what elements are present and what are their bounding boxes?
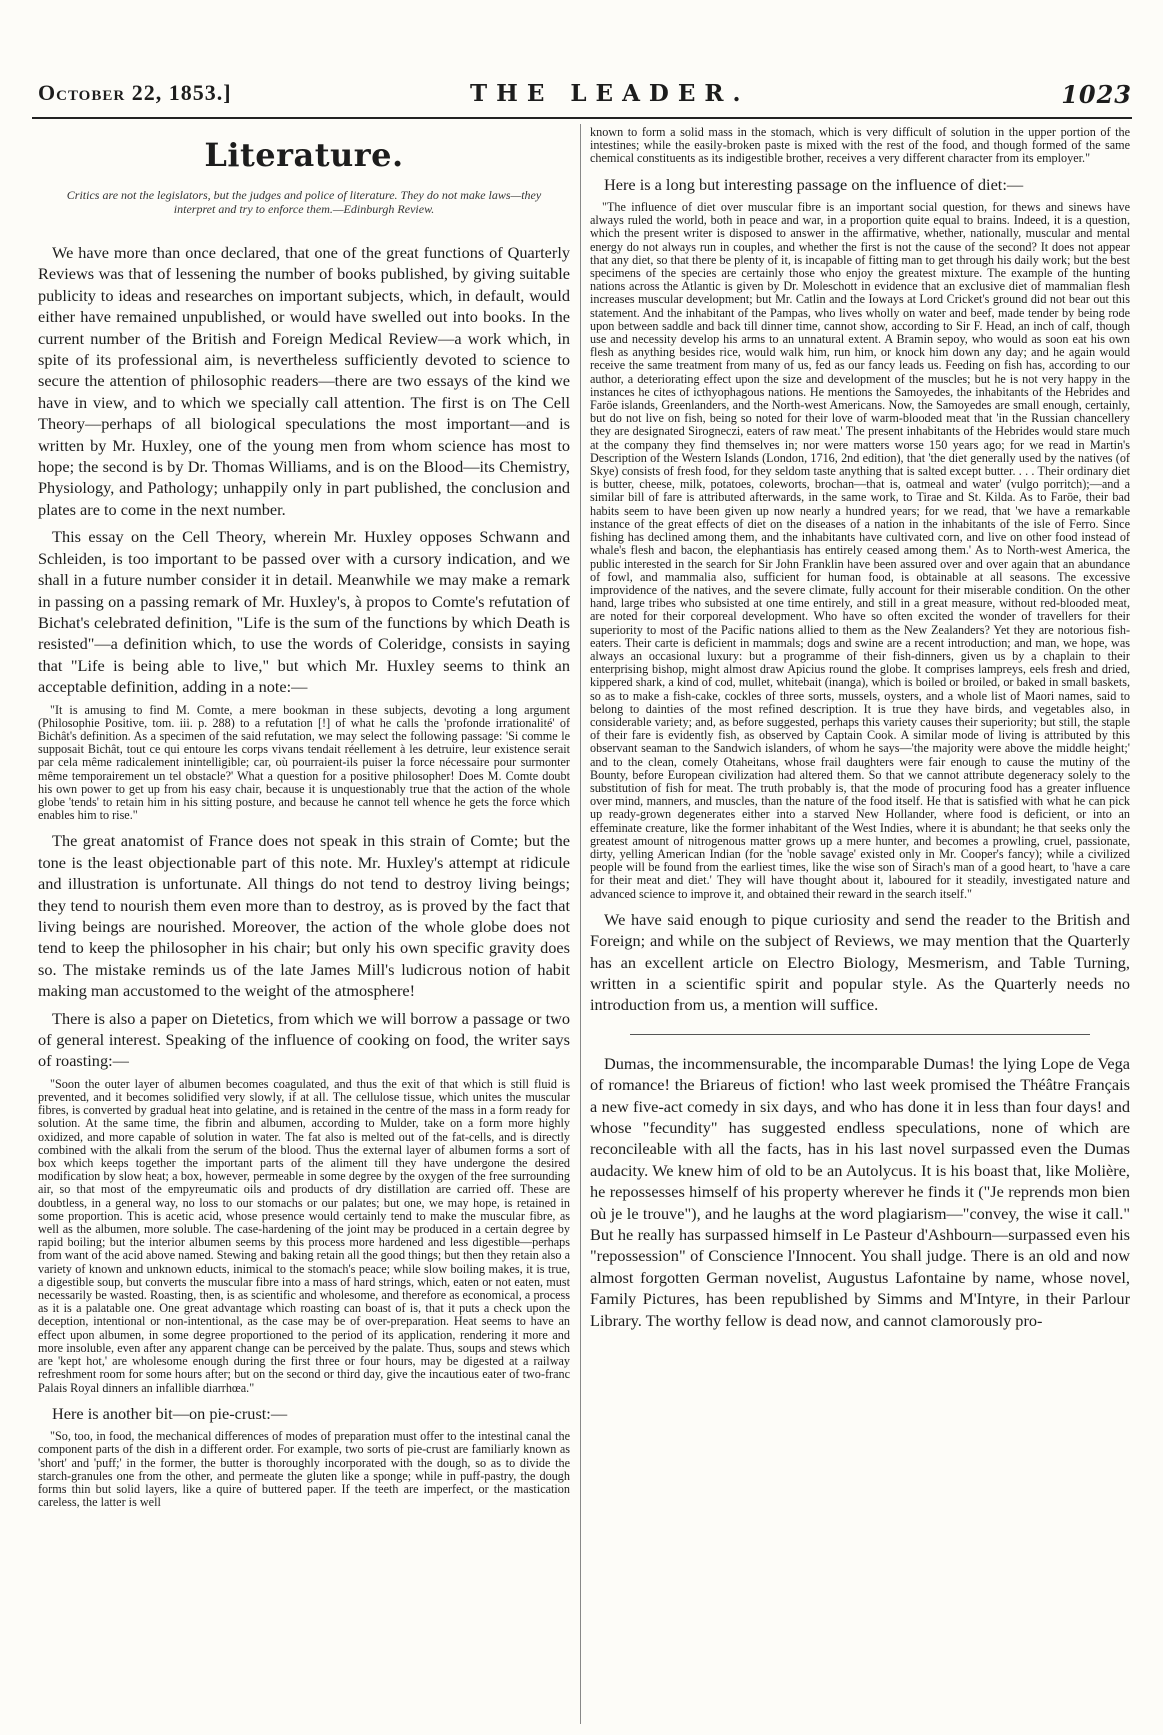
- block-quote: "Soon the outer layer of albumen becomes coagulated, and thus the exit of that which is still fluid is prevented, and it becomes solidified very slowly, if at all. The cellulose tissue, which unites the muscular fibres, is converted by gradual heat into gelatine, and is retained in the centre of the mass in a form ready for solution. At the same time, the fibrin and albumen, according to Mulder, take on a form more highly oxidized, and more capable of solution in water. The fat also is melted out of the fat-cells, and is directly combined with the alkali from the serum of the blood. Thus the external layer of albumen forms a sort of box which keeps together the important parts of the aliment till they have undergone the desired modification by slow heat; a box, however, permeable in some degree by the oxygen of the free surrounding air, so that most of the empyreumatic oils and products of dry distillation are carried off. These are doubtless, in a general way, no loss to our stomachs or our palates; but one, we may hope, is retained in some proportion. This is acetic acid, whose presence would certainly tend to make the muscular fibre, as well as the albumen, more soluble. The case-hardening of the joint may be produced in a certain degree by rapid boiling; but the interior albumen seems by this process more hardened and less digestible—perhaps from want of the acid above named. Stewing and baking retain all the good things; but then they retain also a variety of known and unknown educts, inimical to the stomach's peace; while slow boiling makes, it is true, a digestible soup, but converts the muscular fibre into a mass of hard strings, which, eaten or not eaten, must necessarily be wasted. Roasting, then, is as scientific and wholesome, and therefore as economical, a process as it is a palatable one. One great advantage which roasting can boast of is, that it puts a check upon the deception, intentional or non-intentional, as the case may be of over-preparation. Heat seems to have an effect upon albumen, in some degree proportioned to the period of its application, rendering it more and more insoluble, even after any apparent change can be perceived by the palate. Thus, soups and stews which are 'kept hot,' are wholesome enough during the first three or four hours, may be digested at a railway refreshment room for some hours after; but on the second or third day, give the incautious eater of two-franc Palais Royal dinners an infallible diarrhœa.": [38, 1076, 570, 1395]
- left-column: [38, 126, 570, 1726]
- column-divider: [580, 124, 581, 1724]
- issue-date: October 22, 1853.]: [38, 80, 232, 105]
- paragraph: Dumas, the incommensurable, the incomparable Dumas! the lying Lope de Vega of romance! the Briareus of fiction! who last week promised the Théâtre Français a new five-act comedy in six days, and who has done it in less than four days! and whose "fecundity" has suggested endless speculations, none of which are reconcileable with all the facts, has in his last novel surpassed even the Dumas audacity. We knew him of old to be an Autolycus. It is his boast that, like Molière, he repossesses himself of his property wherever he finds it ("Je reprends mon bien où je le trouve"), and he laughs at the word plagiarism—"convey, the wise it call." But he really has surpassed himself in Le Pasteur d'Ashbourn—surpassed even his "repossession" of Conscience l'Innocent. You shall judge. There is an old and now almost forgotten German novelist, Augustus Lafontaine by name, whose novel, Family Pictures, has been republished by Simms and M'Intyre, in their Parlour Library. The worthy fellow is dead now, and cannot clamorously pro-: [590, 1053, 1130, 1330]
- paragraph: We have said enough to pique curiosity and send the reader to the British and Foreign; and while on the subject of Reviews, we may mention that the Quarterly has an excellent article on Electro Biology, Mesmerism, and Table Turning, written in a scientific spirit and popular style. As the Quarterly needs no introduction from us, a mention will suffice.: [590, 909, 1130, 1015]
- section-title: Literature.: [204, 136, 404, 174]
- paragraph: Here is another bit—on pie-crust:—: [52, 1403, 288, 1423]
- paragraph: The great anatomist of France does not speak in this strain of Comte; but the tone is the least objectionable part of this note. Mr. Huxley's attempt at ridicule and illustration is unfortunate. All things do not tend to destroy living beings; they tend to nourish them even more than to destroy, as is proved by the fact that living beings are nourished. Moreover, the action of the whole globe does not tend to keep the philosopher in his chair; but only his own specific gravity does so. The mistake reminds us of the late James Mill's ludicrous notion of habit making man accustomed to the weight of the atmosphere!: [38, 831, 570, 1001]
- block-quote: "The influence of diet over muscular fibre is an important social question, for thews and sinews have always ruled the world, both in peace and war, in a proportion quite equal to brains. Indeed, it is a question, which the present writer is disposed to answer in the affirmative, whether, nationally, muscular and mental energy do not always run in couples, and whether the first is not the cause of the second? It does not appear that any diet, so that there be plenty of it, is incapable of fitting man to get through his daily work; but the best specimens of the species are certainly those who enjoy the greatest mixture. The example of the hunting nations across the Atlantic is given by Dr. Moleschott in evidence that an exclusive diet of mammalian flesh increases muscular development; but Mr. Catlin and the Ioways at Lord Cricket's ground did not bear out this statement. And the inhabitant of the Pampas, who lives wholly on water and beef, made tender by being rode upon between saddle and back till dinner time, cannot show, according to Sir F. Head, an inch of calf, though use and necessity develop his arms to an unnatural extent. A Bramin sepoy, who would as soon eat his own flesh as anything besides rice, would walk him, run him, or knock him down any day; and he again would receive the same treatment from many of us, fed as our fancy leads us. Feeding on fish has, according to our author, a deteriorating effect upon the size and development of the muscles; but he is not very happy in the instances he cites of icthyophagous nations. He mentions the Samoyedes, the inhabitants of the Hebrides and Faröe islands, Greenlanders, and the North-west Americans. Now, the Samoyedes are small enough, certainly, but do not live on fish, being so noted for their love of warm-blooded meat that 'in the Russian chancellery they are designated Sirogneczi, eaters of raw meat.' The present inhabitants of the Hebrides would stare much at the company they find themselves in; nor were matters worse 150 years ago; for we read in Martin's Description of the Western Islands (London, 1716, 2nd edition), that 'the diet generally used by the natives (of Skye) consists of fresh food, for they seldom taste anything that is salted except butter. . . . Their ordinary diet is butter, cheese, milk, potatoes, coleworts, brochan—that is, oatmeal and water' (vulgo porritch);—and a similar bill of fare is attributed afterwards, in the same work, to Tirae and St. Kilda. As to Faröe, their bad habits seem to have been given up now nearly a hundred years; for we read, that 'we have a remarkable instance of the great effects of diet on the diseases of a nation in the inhabitants of the isle of Ferro. Since fishing has declined among them, and the inhabitants have cultivated corn, and live on other food instead of whale's flesh and bacon, the elephantiasis has entirely ceased among them.' As to North-west America, the public interested in the search for Sir John Franklin have been assured over and over again that an abundance of fowl, and mammalia also, sufficient for human food, is obtainable at all seasons. The excessive improvidence of the natives, and the severe climate, fully account for their miserable condition. On the other hand, large tribes who subsisted at one time entirely, and still in a great measure, without red-blooded meat, are noted for their corporeal development. Who have so often excited the wonder of travellers for their superiority to most of the Pacific nations allied to them as the New Zealanders? Yet they are notorious fish-eaters. Their carte is deficient in mammals; dogs and swine are a recent introduction; and man, we hope, was always an occasional luxury: but a programme of their fish-dinners, given us by a chaplain to their enterprising bishop, might almost draw Apicius round the globe. It comprises lampreys, eels fresh and dried, kippered shark, a kind of cod, mullet, whitebait (inanga), which is boiled or broiled, or baked in small baskets, so as to make a fish-cake, cockles of three sorts, mussels, oysters, and a whole list of Maori names, said to belong to dainties of the most refined description. It is true they have birds, and vegetables also, in considerable variety; and, as before suggested, perhaps this variety causes their superiority; but still, the staple of their fare is evidently fish, as observed by Captain Cook. A similar mode of living is attributed by this observant seaman to the Sandwich islanders, of whom he says—'the majority were above the middle height;' and to the clean, comely Otaheitans, whose frail daughters were fair enough to cause the mutiny of the Bounty, before European civilization had altered them. So that we cannot attribute degeneracy solely to the substitution of fish for meat. The truth probably is, that the mode of procuring food has a greater influence over mind, manners, and muscles, than the nature of the food itself. He that is satisfied with what he can pick up ready-grown degenerates either into a starved New Hollander, where food is deficient, or into an effeminate creature, like the former inhabitant of the West Indies, where it is abundant; he that seeks only the greatest amount of nitrogenous matter grows up a mere hunter, and becomes a prowling, cruel, passionate, dirty, yelling American Indian (for the 'noble savage' existed only in Mr. Cooper's fancy); while a civilized people will be found from the earliest times, like the wise son of Sirach's man of a good heart, to 'have a care for their meat and diet.' They will have thought about it, laboured for it steadily, investigated nature and advanced science to improve it, and obtained their reward in the search itself.": [590, 200, 1130, 901]
- newspaper-title: THE LEADER.: [470, 80, 750, 107]
- section-motto: Critics are not the legislators, but the judges and police of literature. They do not make laws—they interpret and try to enforce them.—Edinburgh Review.: [66, 188, 542, 216]
- paragraph: We have more than once declared, that one of the great functions of Quarterly Reviews was that of lessening the number of books published, by giving suitable publicity to ideas and researches on important subjects, which, in default, would either have remained unpublished, or would have swelled out into books. In the current number of the British and Foreign Medical Review—a work which, in spite of its professional aim, is nevertheless sufficiently devoted to science to secure the attention of philosophic readers—there are two essays of the kind we have in view, and to which we specially call attention. The first is on The Cell Theory—perhaps of all biological speculations the most important—and is written by Mr. Huxley, one of the young men from whom science has most to hope; the second is by Dr. Thomas Williams, and is on the Blood—its Chemistry, Physiology, and Pathology; unhappily only in part published, the conclusion and plates are to come in the next number.: [38, 243, 570, 519]
- masthead-rule: [32, 117, 1132, 119]
- masthead: [32, 80, 1132, 120]
- paragraph: There is also a paper on Dietetics, from which we will borrow a passage or two of general interest. Speaking of the influence of cooking on food, the writer says of roasting:—: [38, 1008, 570, 1071]
- page-number: 1023: [1061, 80, 1132, 109]
- block-quote: known to form a solid mass in the stomach, which is very difficult of solution in the upper portion of the intestines; while the easily-broken paste is mixed with the rest of the food, and though formed of the same chemical constituents as its indigestible brother, receives a very different character from its employer.": [590, 126, 1130, 166]
- block-quote: "It is amusing to find M. Comte, a mere bookman in these subjects, devoting a long argument (Philosophie Positive, tom. iii. p. 288) to a refutation [!] of what he calls the 'profonde irrationalité' of Bichât's definition. As a specimen of the said refutation, we may select the following passage: 'Si comme le supposait Bichât, tout ce qui entoure les corps vivans tendait réellement à les detruire, leur existence serait par cela même radicalement inintelligible; car, où pourraient-ils puiser la force nécessaire pour surmonter même temporairement un tel obstacle?' What a question for a positive philosopher! Does M. Comte doubt his own power to get up from his easy chair, because it is unquestionably true that the action of the whole globe 'tends' to retain him in his sitting posture, and because he cannot tell whence he gets the force which enables him to rise.": [38, 702, 570, 823]
- paragraph: This essay on the Cell Theory, wherein Mr. Huxley opposes Schwann and Schleiden, is too important to be passed over with a cursory indication, and we shall in a future number consider it in detail. Meanwhile we may make a remark in passing on a passing remark of Mr. Huxley's, à propos to Comte's refutation of Bichat's celebrated definition, "Life is the sum of the functions by which Death is resisted"—a definition which, to use the words of Coleridge, consists in saying that "Life is being able to live," but which Mr. Huxley seems to think an acceptable definition, adding in a note:—: [38, 527, 570, 697]
- paragraph: Here is a long but interesting passage on the influence of diet:—: [604, 174, 1024, 194]
- block-quote: "So, too, in food, the mechanical differences of modes of preparation must offer to the intestinal canal the component parts of the dish in a different order. For example, two sorts of pie-crust are familiarly known as 'short' and 'puff;' in the former, the butter is thoroughly incorporated with the dough, so as to divide the starch-granules one from the other, and permeate the gluten like a sponge; while in puff-pastry, the dough forms thin but solid layers, like a quire of buttered paper. If the teeth are imperfect, or the mastication careless, the latter is well: [38, 1429, 570, 1510]
- article-separator: [630, 1034, 1090, 1035]
- right-column: [590, 126, 1130, 1726]
